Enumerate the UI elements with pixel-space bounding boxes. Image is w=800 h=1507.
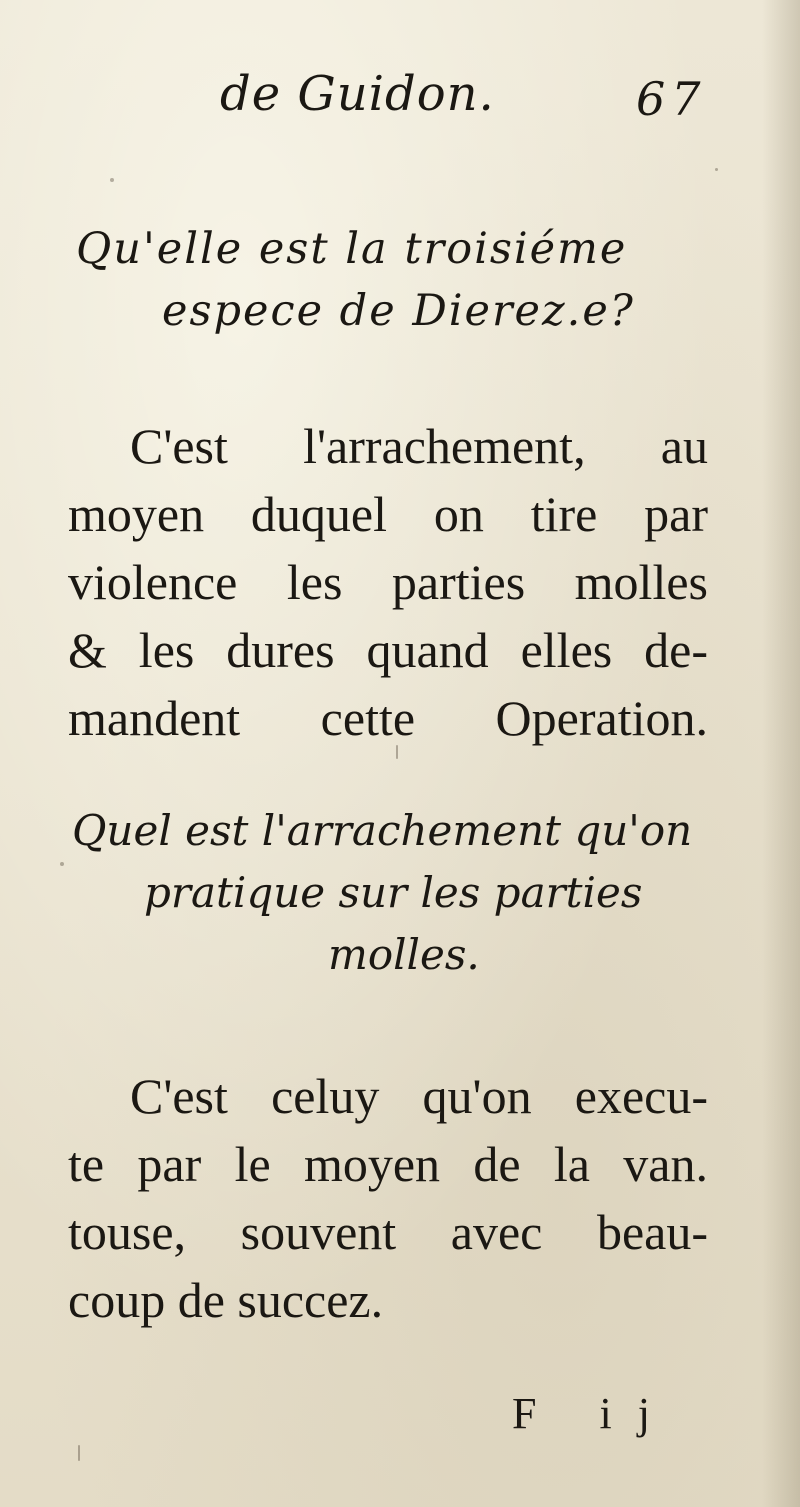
answer-2 — [68, 1062, 708, 1334]
question-2-line-2: pratique sur les parties — [144, 868, 643, 917]
question-1-line-1-text: Qu'elle est la troisiéme — [76, 224, 628, 274]
answer-2-line: te par le moyen de la van. — [68, 1136, 708, 1192]
answer-1-line: moyen duquel on tire par — [68, 486, 708, 542]
question-1 — [76, 218, 736, 342]
page-edge-shadow — [762, 0, 800, 1507]
question-2-line-1 — [72, 800, 702, 862]
paper-speck — [78, 1445, 80, 1461]
signature-mark: F ij — [512, 1389, 676, 1438]
question-2-line-1-text: Quel est l'arrachement qu'on — [72, 806, 693, 855]
answer-2-line: coup de succez. — [68, 1272, 384, 1328]
question-2-line-3: molles. — [328, 930, 480, 979]
question-2 — [72, 800, 712, 986]
question-1-line-1 — [76, 218, 712, 280]
question-1-line-2: espece de Dierez.e? — [162, 286, 635, 336]
paper-speck — [60, 862, 64, 866]
running-head: de Guidon. — [220, 66, 495, 122]
answer-1 — [68, 412, 708, 752]
answer-1-line: & les dures quand elles de- — [68, 622, 708, 678]
answer-1-line: mandent cette Operation. — [68, 690, 708, 746]
answer-2-line: C'est celuy qu'on execu- — [130, 1068, 708, 1124]
answer-2-line: touse, souvent avec beau- — [68, 1204, 708, 1260]
paper-speck — [396, 745, 398, 759]
answer-1-line: violence les parties molles — [68, 554, 708, 610]
page-number: 67 — [636, 72, 707, 126]
answer-1-line: C'est l'arrachement, au — [130, 418, 708, 474]
paper-speck — [715, 168, 718, 171]
paper-speck — [110, 178, 114, 182]
